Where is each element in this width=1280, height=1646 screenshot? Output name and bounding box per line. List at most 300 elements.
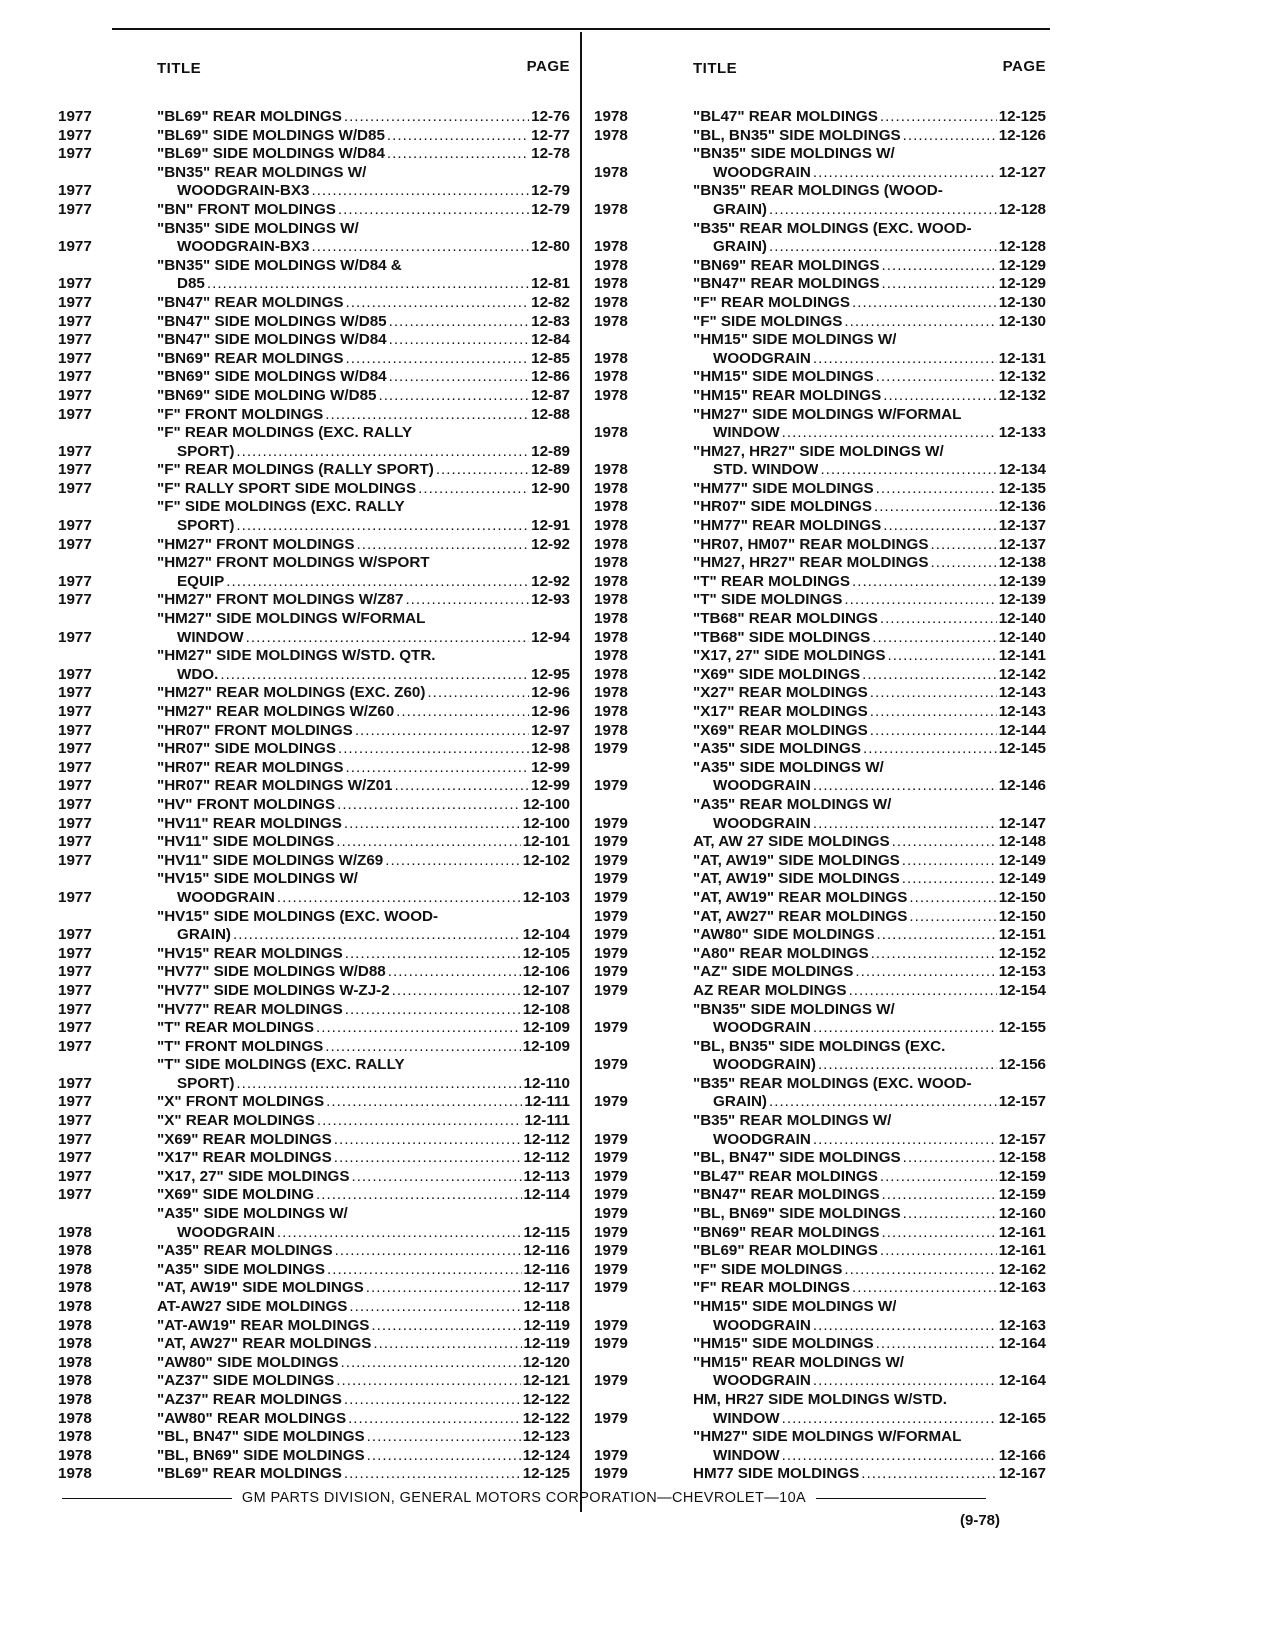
entry-line <box>157 945 570 964</box>
entry-year: 1979 <box>594 1279 628 1297</box>
entry-page: 12-154 <box>998 981 1046 999</box>
index-entry <box>594 1261 1046 1280</box>
dot-leader <box>813 350 997 369</box>
entry-line <box>693 1093 1046 1112</box>
entry-line <box>693 945 1046 964</box>
entry-line <box>157 498 570 517</box>
entry-title: "BN47" SIDE MOLDINGS W/D84 <box>157 331 387 349</box>
entry-line <box>157 1335 570 1354</box>
entry-line <box>157 703 570 722</box>
entry-title: "HM15" SIDE MOLDINGS W/ <box>693 331 897 349</box>
entry-title: "BL, BN69" SIDE MOLDINGS <box>693 1205 901 1223</box>
entry-year: 1978 <box>594 628 628 646</box>
dot-leader <box>813 164 997 183</box>
entry-year: 1979 <box>594 963 628 981</box>
index-entry <box>58 963 570 982</box>
entry-body <box>693 257 1046 276</box>
entry-body <box>693 1335 1046 1354</box>
entry-year: 1978 <box>594 163 628 181</box>
index-entry <box>594 145 1046 182</box>
entry-year: 1978 <box>58 1260 92 1278</box>
entry-page: 12-107 <box>522 981 570 999</box>
entry-title: "HV15" REAR MOLDINGS <box>157 944 343 962</box>
dot-leader <box>345 945 521 964</box>
entry-title: EQUIP <box>177 572 225 590</box>
entry-line <box>693 1019 1046 1038</box>
entry-page: 12-111 <box>524 1112 570 1130</box>
entry-line <box>693 498 1046 517</box>
entry-body <box>693 275 1046 294</box>
entry-title: WOODGRAIN-BX3 <box>177 238 310 256</box>
dot-leader <box>220 666 529 685</box>
entry-line <box>693 982 1046 1001</box>
index-entry <box>58 982 570 1001</box>
entry-title: WOODGRAIN <box>713 777 811 795</box>
entry-line <box>693 1001 1046 1020</box>
index-entry <box>594 610 1046 629</box>
index-entry <box>594 647 1046 666</box>
entry-line <box>693 182 1046 201</box>
entry-line <box>157 1112 570 1131</box>
entry-line <box>693 1205 1046 1224</box>
title-heading: TITLE <box>693 60 738 77</box>
entry-line <box>157 740 570 759</box>
entry-year: 1978 <box>58 1298 92 1315</box>
index-entry <box>594 926 1046 945</box>
dot-leader <box>366 1279 522 1298</box>
index-entry <box>58 313 570 332</box>
entry-page: 12-97 <box>531 721 570 739</box>
entry-page: 12-150 <box>998 907 1046 925</box>
entry-year: 1977 <box>58 182 92 200</box>
dot-leader <box>396 703 529 722</box>
entry-page: 12-156 <box>998 1056 1046 1074</box>
index-entry <box>58 852 570 871</box>
entry-body <box>693 908 1046 927</box>
entry-page: 12-98 <box>531 740 570 758</box>
entry-year: 1977 <box>58 833 92 851</box>
index-entry <box>594 1428 1046 1465</box>
index-entry <box>58 1410 570 1429</box>
entry-year: 1978 <box>594 479 628 497</box>
entry-line <box>157 889 570 908</box>
entry-page: 12-119 <box>523 1316 570 1334</box>
index-entry <box>594 1149 1046 1168</box>
dot-leader <box>427 684 529 703</box>
entry-line <box>693 722 1046 741</box>
entry-year: 1977 <box>58 926 92 944</box>
entry-page: 12-121 <box>522 1372 570 1390</box>
entry-year: 1977 <box>58 1093 92 1111</box>
entry-line <box>693 275 1046 294</box>
entry-title: HM, HR27 SIDE MOLDINGS W/STD. <box>693 1390 947 1408</box>
entry-year: 1978 <box>58 1316 92 1334</box>
entry-line <box>157 722 570 741</box>
entry-body <box>693 108 1046 127</box>
entry-line <box>693 666 1046 685</box>
entry-title: "A35" REAR MOLDINGS <box>157 1242 333 1260</box>
dot-leader <box>872 629 996 648</box>
index-entry <box>58 1112 570 1131</box>
entry-year: 1977 <box>58 517 92 535</box>
entry-body <box>693 982 1046 1001</box>
entry-page: 12-162 <box>998 1260 1046 1278</box>
entry-year: 1978 <box>594 275 628 293</box>
entry-line <box>693 1056 1046 1075</box>
entry-title: AZ REAR MOLDINGS <box>693 981 847 999</box>
entry-year: 1977 <box>58 238 92 256</box>
index-entry <box>594 275 1046 294</box>
entry-year: 1977 <box>58 275 92 293</box>
entry-year: 1978 <box>594 610 628 628</box>
entry-line <box>157 1261 570 1280</box>
entry-line <box>157 870 570 889</box>
dot-leader <box>389 368 530 387</box>
dot-leader <box>236 1075 521 1094</box>
entry-title: "X27" REAR MOLDINGS <box>693 684 868 702</box>
entry-line <box>157 815 570 834</box>
dot-leader <box>844 1261 996 1280</box>
entry-year: 1977 <box>58 740 92 758</box>
index-entry <box>58 1279 570 1298</box>
entry-page: 12-147 <box>998 814 1046 832</box>
entry-page: 12-140 <box>998 610 1046 628</box>
entry-title: "BN47" SIDE MOLDINGS W/D85 <box>157 312 387 330</box>
entry-body <box>693 629 1046 648</box>
entry-body <box>693 554 1046 573</box>
entry-line <box>157 201 570 220</box>
entry-body <box>157 1112 570 1131</box>
entry-title: "HM27" FRONT MOLDINGS <box>157 535 355 553</box>
entry-page: 12-110 <box>523 1074 570 1092</box>
entry-line <box>157 443 570 462</box>
entry-title: "BN35" SIDE MOLDINGS W/D84 & <box>157 256 402 274</box>
entry-body <box>693 1038 1046 1075</box>
entry-year: 1977 <box>58 442 92 460</box>
entry-body <box>157 740 570 759</box>
entry-body <box>693 1279 1046 1298</box>
entry-body <box>157 1131 570 1150</box>
dot-leader <box>325 406 529 425</box>
dot-leader <box>782 424 997 443</box>
entry-year: 1977 <box>58 721 92 739</box>
dot-leader <box>389 331 530 350</box>
entry-body <box>157 294 570 313</box>
entry-page: 12-117 <box>523 1279 570 1297</box>
index-entry <box>594 498 1046 517</box>
dot-leader <box>327 1261 522 1280</box>
entry-year: 1979 <box>594 1446 628 1464</box>
entry-page: 12-76 <box>531 108 570 125</box>
index-entry <box>58 108 570 127</box>
entry-line <box>157 1242 570 1261</box>
entry-page: 12-136 <box>998 498 1046 516</box>
entry-line <box>157 368 570 387</box>
entry-title: "BN69" SIDE MOLDINGS W/D84 <box>157 368 387 386</box>
index-entry <box>594 759 1046 796</box>
entry-page: 12-82 <box>531 293 570 311</box>
entry-title: "A35" SIDE MOLDINGS <box>693 740 861 758</box>
dot-leader <box>236 443 529 462</box>
entry-body <box>157 331 570 350</box>
dot-leader <box>782 1410 997 1429</box>
entry-line <box>157 108 570 127</box>
entry-title: AT-AW27 SIDE MOLDINGS <box>157 1298 348 1315</box>
entry-line <box>157 777 570 796</box>
entry-body <box>693 684 1046 703</box>
entry-year: 1979 <box>594 888 628 906</box>
entry-title: "HM77" REAR MOLDINGS <box>693 517 882 535</box>
dot-leader <box>277 889 521 908</box>
entry-line <box>157 480 570 499</box>
left-column-header <box>58 52 570 108</box>
index-entry <box>58 498 570 535</box>
dot-leader <box>882 257 997 276</box>
dot-leader <box>871 945 997 964</box>
entry-body <box>693 127 1046 146</box>
entry-page: 12-114 <box>523 1186 570 1204</box>
index-entry <box>594 1279 1046 1298</box>
entry-body <box>693 833 1046 852</box>
entry-body <box>157 908 570 945</box>
index-entry <box>594 1354 1046 1391</box>
dot-leader <box>388 963 521 982</box>
entry-line <box>693 1410 1046 1429</box>
entry-line <box>157 1019 570 1038</box>
entry-year: 1979 <box>594 907 628 925</box>
entry-page: 12-89 <box>531 442 570 460</box>
entry-body <box>157 387 570 406</box>
entry-page: 12-105 <box>522 944 570 962</box>
entry-title: "HM15" SIDE MOLDINGS <box>693 368 874 386</box>
entry-year: 1978 <box>594 386 628 404</box>
entry-line <box>157 1093 570 1112</box>
entry-title: "BN35" REAR MOLDINGS W/ <box>157 163 367 181</box>
entry-page: 12-132 <box>998 368 1046 386</box>
entry-line <box>693 796 1046 815</box>
dot-leader <box>367 1447 521 1466</box>
entry-body <box>693 387 1046 406</box>
entry-body <box>693 963 1046 982</box>
entry-body <box>693 443 1046 480</box>
index-entry <box>58 1131 570 1150</box>
entry-line <box>693 1354 1046 1373</box>
entry-title: "BL69" SIDE MOLDINGS W/D85 <box>157 126 385 144</box>
entry-year: 1977 <box>58 331 92 349</box>
entry-body <box>157 1186 570 1205</box>
entry-title: "HM27, HR27" SIDE MOLDINGS W/ <box>693 442 944 460</box>
index-entry <box>594 1168 1046 1187</box>
entry-page: 12-87 <box>531 386 570 404</box>
entry-line <box>693 610 1046 629</box>
entry-title: "AT, AW27" REAR MOLDINGS <box>157 1335 372 1353</box>
entry-year: 1979 <box>594 1019 628 1037</box>
dot-leader <box>336 1372 520 1391</box>
entry-body <box>157 220 570 257</box>
entry-year: 1977 <box>58 963 92 981</box>
footer <box>62 1490 986 1506</box>
index-entry <box>58 145 570 164</box>
entry-title: WOODGRAIN <box>177 1223 275 1241</box>
entry-title: "HM27" FRONT MOLDINGS W/SPORT <box>157 554 430 572</box>
entry-title: "HR07" FRONT MOLDINGS <box>157 721 353 739</box>
entry-title: WOODGRAIN <box>713 1316 811 1334</box>
entry-line <box>157 1149 570 1168</box>
entry-line <box>693 1372 1046 1391</box>
entry-year: 1979 <box>594 833 628 851</box>
entry-page: 12-89 <box>531 461 570 479</box>
entry-page: 12-139 <box>998 572 1046 590</box>
entry-page: 12-78 <box>531 145 570 163</box>
entry-body <box>693 1001 1046 1038</box>
index-entry <box>58 1038 570 1057</box>
index-entry <box>58 387 570 406</box>
entry-year: 1977 <box>58 1186 92 1204</box>
dot-leader <box>345 1001 521 1020</box>
index-entry <box>58 796 570 815</box>
entry-title: "HM15" SIDE MOLDINGS W/ <box>693 1298 897 1315</box>
dot-leader <box>876 480 997 499</box>
entry-page: 12-143 <box>998 703 1046 720</box>
entry-page: 12-130 <box>998 312 1046 330</box>
index-entry <box>594 870 1046 889</box>
index-entry <box>594 963 1046 982</box>
dot-leader <box>344 1391 521 1410</box>
entry-title: "AT, AW19" SIDE MOLDINGS <box>157 1279 364 1297</box>
entry-year: 1978 <box>594 368 628 386</box>
entry-page: 12-131 <box>998 349 1046 367</box>
entry-page: 12-159 <box>998 1186 1046 1204</box>
entry-line <box>693 164 1046 183</box>
entry-title: "HV77" REAR MOLDINGS <box>157 1000 343 1018</box>
entry-page: 12-163 <box>998 1316 1046 1334</box>
entry-page: 12-125 <box>522 1465 570 1483</box>
entry-line <box>157 982 570 1001</box>
entry-body <box>693 740 1046 759</box>
entry-year: 1977 <box>58 777 92 795</box>
top-rule <box>112 28 1050 30</box>
right-column <box>594 52 1046 1484</box>
entry-body <box>157 870 570 907</box>
entry-year: 1977 <box>58 851 92 869</box>
entry-body <box>157 1391 570 1410</box>
dot-leader <box>357 536 530 555</box>
entry-title: "AT, AW19" SIDE MOLDINGS <box>693 870 900 888</box>
entry-year: 1977 <box>58 1167 92 1185</box>
entry-title: "HR07" SIDE MOLDINGS <box>693 498 872 516</box>
entry-year: 1978 <box>58 1242 92 1260</box>
entry-year: 1978 <box>594 349 628 367</box>
entry-title: "BL47" REAR MOLDINGS <box>693 1167 878 1185</box>
entry-title: "HM27" SIDE MOLDINGS W/FORMAL <box>157 610 426 628</box>
dot-leader <box>876 368 997 387</box>
entry-page: 12-108 <box>522 1000 570 1018</box>
entry-line <box>693 1075 1046 1094</box>
entry-page: 12-77 <box>531 126 570 144</box>
entry-page: 12-99 <box>531 758 570 776</box>
entry-page: 12-94 <box>531 628 570 646</box>
index-entry <box>58 1001 570 1020</box>
dot-leader <box>813 1019 997 1038</box>
entry-title: "HM15" REAR MOLDINGS <box>693 386 882 404</box>
entry-year: 1977 <box>58 535 92 553</box>
index-entry <box>58 1354 570 1373</box>
entry-body <box>157 852 570 871</box>
entry-line <box>693 777 1046 796</box>
entry-body <box>693 1261 1046 1280</box>
entry-title: WOODGRAIN <box>713 349 811 367</box>
index-entry <box>594 480 1046 499</box>
entry-body <box>693 1465 1046 1484</box>
entry-body <box>693 1391 1046 1428</box>
entry-body <box>693 610 1046 629</box>
entry-year: 1979 <box>594 814 628 832</box>
entry-year: 1978 <box>594 293 628 311</box>
index-entry <box>594 945 1046 964</box>
entry-line <box>693 1186 1046 1205</box>
entry-title: GRAIN) <box>713 200 767 218</box>
index-entry <box>58 945 570 964</box>
entry-year: 1977 <box>58 405 92 423</box>
entry-body <box>157 1019 570 1038</box>
entry-body <box>157 498 570 535</box>
entry-page: 12-86 <box>531 368 570 386</box>
entry-year: 1979 <box>594 1223 628 1241</box>
dot-leader <box>902 852 997 871</box>
entry-title: "HV11" SIDE MOLDINGS W/Z69 <box>157 851 384 869</box>
dot-leader <box>311 182 529 201</box>
entry-title: HM77 SIDE MOLDINGS <box>693 1465 860 1483</box>
dot-leader <box>316 1019 521 1038</box>
entry-line <box>693 220 1046 239</box>
dot-leader <box>870 703 997 722</box>
entry-page: 12-164 <box>998 1372 1046 1390</box>
dot-leader <box>367 1428 521 1447</box>
entry-line <box>693 406 1046 425</box>
entry-line <box>693 1038 1046 1057</box>
entry-body <box>693 1205 1046 1224</box>
dot-leader <box>233 926 521 945</box>
entry-page: 12-119 <box>523 1335 570 1353</box>
index-entry <box>58 777 570 796</box>
index-entry <box>594 443 1046 480</box>
entry-page: 12-167 <box>998 1465 1046 1483</box>
dot-leader <box>344 815 521 834</box>
dot-leader <box>876 1335 997 1354</box>
entry-year: 1977 <box>58 293 92 311</box>
index-entry <box>58 164 570 201</box>
dot-leader <box>349 1298 521 1317</box>
entry-line <box>693 554 1046 573</box>
entry-page: 12-157 <box>998 1130 1046 1148</box>
entry-line <box>693 257 1046 276</box>
dot-leader <box>405 591 529 610</box>
entry-year: 1977 <box>58 1130 92 1148</box>
entry-line <box>157 684 570 703</box>
dot-leader <box>883 387 996 406</box>
entry-body <box>693 313 1046 332</box>
entry-title: GRAIN) <box>713 238 767 256</box>
entry-line <box>693 517 1046 536</box>
entry-year: 1978 <box>594 554 628 572</box>
entry-year: 1977 <box>58 944 92 962</box>
index-entry <box>594 982 1046 1001</box>
entry-line <box>157 1131 570 1150</box>
entry-body <box>693 591 1046 610</box>
entry-line <box>693 1447 1046 1466</box>
index-entry <box>594 1335 1046 1354</box>
dot-leader <box>782 1447 997 1466</box>
